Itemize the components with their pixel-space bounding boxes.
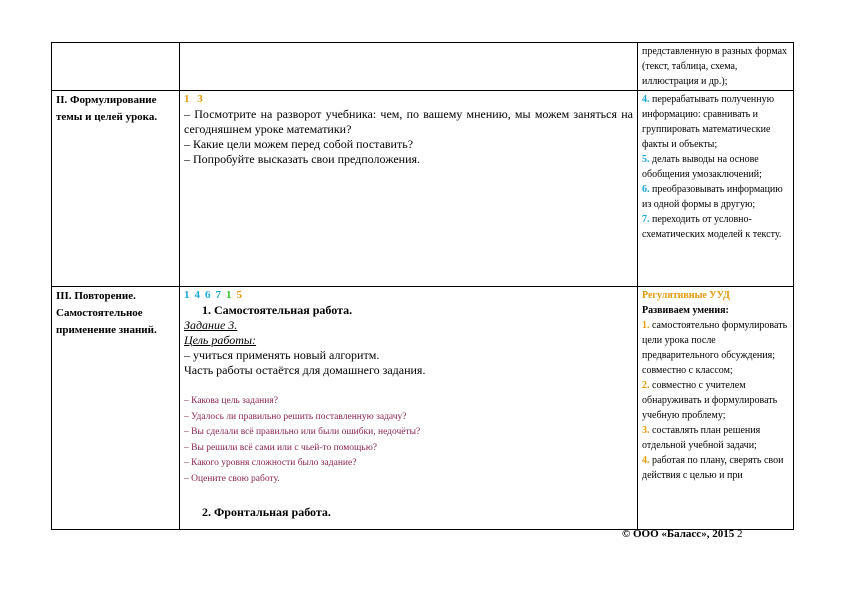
skill-text: делать выводы на основе обобщения умозаключений;: [642, 154, 762, 180]
skill-item: [642, 378, 789, 423]
skill-item: [642, 182, 789, 212]
task-number: 4: [194, 289, 200, 301]
homework-note: Часть работы остаётся для домашнего задания.: [184, 363, 426, 377]
skill-text: составлять план решения отдельной учебной задачи;: [642, 425, 761, 451]
skill-number: 6.: [642, 184, 650, 195]
skills-text: представленную в разных формах (текст, таблица, схема, иллюстрация и др.);: [642, 46, 788, 87]
teacher-question: – Попробуйте высказать свои предположения.: [184, 152, 421, 166]
section-heading: 2. Фронтальная работа.: [202, 505, 331, 519]
skills-cell: [638, 287, 794, 530]
lesson-table: [51, 42, 794, 530]
skill-number: 5.: [642, 154, 650, 165]
task-title: Задание 3.: [184, 318, 238, 332]
skill-text: совместно с классом;: [642, 365, 733, 376]
table-row: [52, 43, 794, 91]
teacher-question: – Какие цели можем перед собой поставить?: [184, 137, 414, 151]
stage-title: III. Повторение. Самостоятельное применение знаний.: [56, 290, 157, 336]
stage-title: II. Формулирование темы и целей урока.: [56, 94, 158, 123]
reflection-question: – Вы решили всё сами или с чьей-то помощью?: [184, 442, 378, 453]
skill-text: самостоятельно формулировать цели урока после предварительного обсуждения;: [642, 320, 788, 361]
reflection-question: – Какого уровня сложности было задание?: [184, 458, 357, 468]
teacher-question: – Посмотрите на разворот учебника: чем, по вашему мнению, мы можем заняться на сегодняшнем уроке математики?: [184, 107, 633, 136]
skill-number: 1.: [642, 320, 650, 331]
stage-cell: [52, 91, 180, 287]
content-cell: [180, 91, 638, 287]
page-footer: [622, 528, 742, 540]
skills-category: Регулятивные УУД: [642, 290, 730, 301]
skills-cell: [638, 43, 794, 91]
reflection-question: – Оцените свою работу.: [184, 473, 280, 484]
skill-item: [642, 152, 789, 182]
page-number: 2: [736, 528, 743, 540]
table-row: [52, 287, 794, 530]
skill-text: совместно с учителем обнаруживать и формулировать учебную проблему;: [642, 380, 778, 421]
skill-number: 3.: [642, 425, 650, 436]
reflection-question: – Вы сделали всё правильно или были ошибки, недочёты?: [184, 427, 421, 437]
skill-item: [642, 212, 789, 242]
skill-item: [642, 363, 789, 378]
skill-item: [642, 423, 789, 453]
skills-intro: Развиваем умения:: [642, 305, 729, 316]
skill-text: преобразовывать информацию из одной формы в другую;: [642, 184, 783, 210]
skill-item: [642, 92, 789, 152]
task-number: 6: [205, 289, 211, 301]
task-number: 7: [215, 289, 221, 301]
task-number: 1: [226, 289, 232, 301]
skill-text: работая по плану, сверять свои действия с целью и при: [642, 455, 784, 481]
goal-label: Цель работы:: [184, 333, 257, 347]
content-cell: [180, 43, 638, 91]
content-cell: [180, 287, 638, 530]
table-row: [52, 91, 794, 287]
skill-item: [642, 318, 789, 363]
skills-cell: [638, 91, 794, 287]
reflection-questions: [184, 394, 633, 487]
task-numbers: [184, 288, 633, 302]
skill-text: перерабатывать полученную информацию: сравнивать и группировать математические факты и объекты;: [642, 94, 775, 150]
skill-number: 4.: [642, 94, 650, 105]
task-numbers: [184, 92, 633, 106]
task-number: 5: [236, 289, 242, 301]
reflection-question: – Какова цель задания?: [184, 396, 278, 406]
goal-text: – учиться применять новый алгоритм.: [184, 348, 380, 362]
skill-text: переходить от условно-схематических моделей к тексту.: [642, 214, 782, 240]
stage-cell: [52, 43, 180, 91]
skills-list: [642, 92, 789, 242]
stage-cell: [52, 287, 180, 530]
task-number: 1: [184, 93, 190, 105]
skill-number: 4.: [642, 455, 650, 466]
skill-number: 2.: [642, 380, 650, 391]
skill-item: [642, 453, 789, 483]
copyright-text: © ООО «Баласс», 2015: [622, 528, 735, 540]
reflection-question: – Удалось ли правильно решить поставленную задачу?: [184, 411, 407, 422]
task-number: 3: [197, 93, 203, 105]
section-heading: 1. Самостоятельная работа.: [202, 303, 353, 317]
skill-number: 7.: [642, 214, 650, 225]
task-number: 1: [184, 289, 190, 301]
skills-list: [642, 318, 789, 483]
